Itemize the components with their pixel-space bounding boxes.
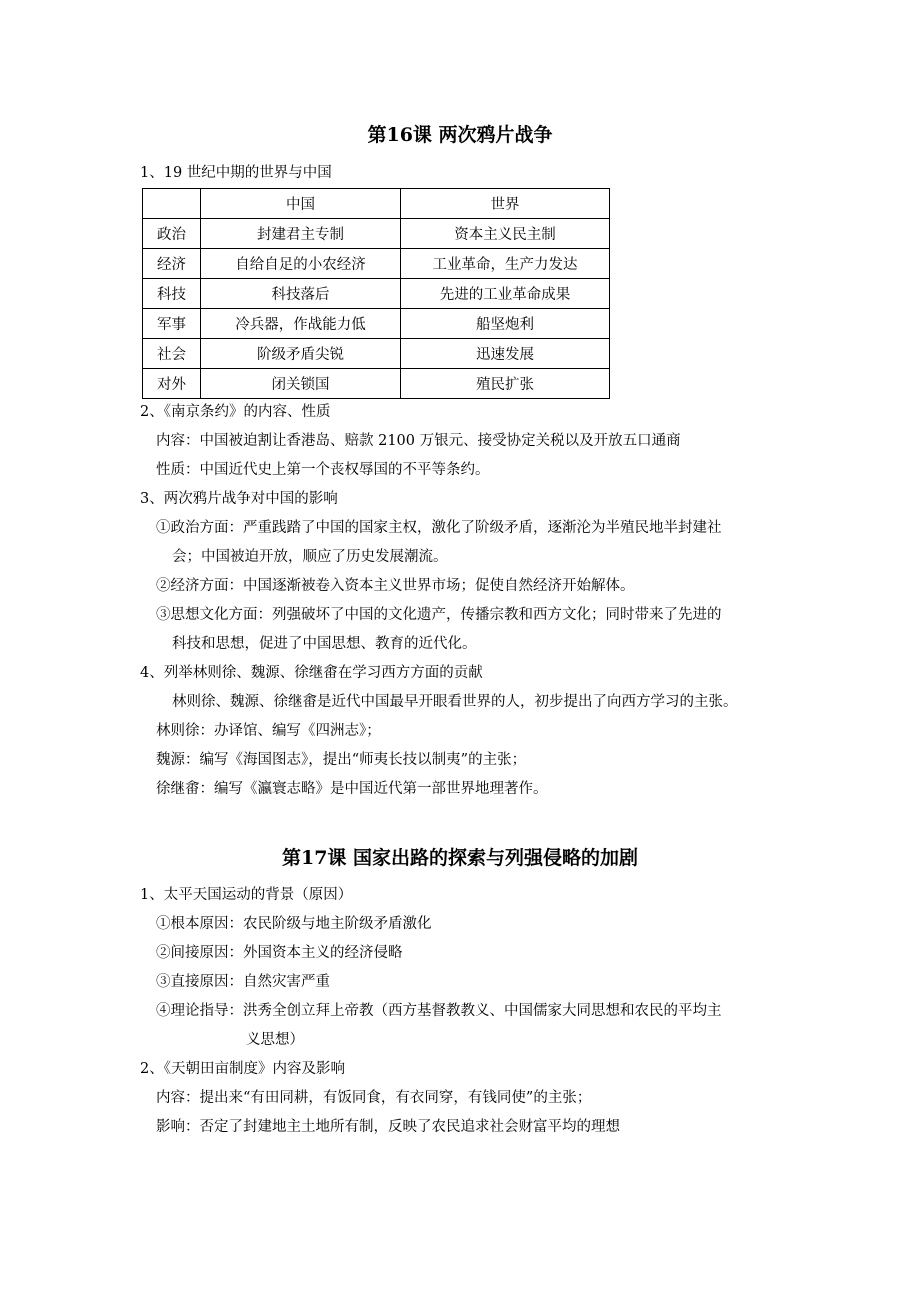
- cause-indirect: ②间接原因：外国资本主义的经济侵略: [156, 945, 403, 961]
- table-cell: 社会: [143, 339, 201, 369]
- xu-jiyu-text: 徐继畬：编写《瀛寰志略》是中国近代第一部世界地理著作。: [156, 781, 548, 797]
- table-cell: 工业革命，生产力发达: [401, 249, 610, 279]
- table-cell: 殖民扩张: [401, 369, 610, 399]
- table-cell: 迅速发展: [401, 339, 610, 369]
- table-cell: 军事: [143, 309, 201, 339]
- lesson16-q3-heading: 3、两次鸦片战争对中国的影响: [140, 491, 338, 507]
- table-header-row: [143, 189, 610, 219]
- table-cell: 先进的工业革命成果: [401, 279, 610, 309]
- lesson16-q4-heading: 4、列举林则徐、魏源、徐继畬在学习西方方面的贡献: [140, 665, 483, 681]
- impact-cultural-line2: 科技和思想，促进了中国思想、教育的近代化。: [172, 636, 477, 652]
- impact-economic: ②经济方面：中国逐渐被卷入资本主义世界市场；促使自然经济开始解体。: [156, 578, 635, 594]
- lesson17-q2-heading: 2、《天朝田亩制度》内容及影响: [140, 1061, 345, 1077]
- impact-cultural-line1: ③思想文化方面：列强破坏了中国的文化遗产，传播宗教和西方文化；同时带来了先进的: [156, 607, 722, 623]
- wei-yuan-text: 魏源：编写《海国图志》，提出“师夷长技以制夷”的主张；: [156, 752, 527, 768]
- lesson17-title: 第17课 国家出路的探索与列强侵略的加剧: [281, 847, 639, 869]
- lesson16-q1-heading: 1、19 世纪中期的世界与中国: [140, 165, 332, 181]
- table-row: [143, 249, 610, 279]
- table-header-cell: 世界: [401, 189, 610, 219]
- table-cell: 资本主义民主制: [401, 219, 610, 249]
- land-system-content: 内容：提出来“有田同耕，有饭同食，有衣同穿，有钱同使”的主张；: [156, 1090, 592, 1106]
- table-cell: 对外: [143, 369, 201, 399]
- table-row: [143, 279, 610, 309]
- table-cell: 阶级矛盾尖锐: [201, 339, 401, 369]
- lesson16-title: 第16课 两次鸦片战争: [367, 124, 553, 146]
- cause-direct: ③直接原因：自然灾害严重: [156, 974, 330, 990]
- table-cell: 闭关锁国: [201, 369, 401, 399]
- lesson17-q1-heading: 1、太平天国运动的背景（原因）: [140, 887, 353, 903]
- table-cell: 船坚炮利: [401, 309, 610, 339]
- impact-political-line2: 会；中国被迫开放，顺应了历史发展潮流。: [172, 549, 448, 565]
- table-row: [143, 339, 610, 369]
- land-system-effect: 影响：否定了封建地主土地所有制，反映了农民追求社会财富平均的理想: [156, 1119, 620, 1135]
- lin-zexu-text: 林则徐：办译馆、编写《四洲志》；: [156, 723, 381, 739]
- treaty-content-text: 内容：中国被迫割让香港岛、赔款 2100 万银元、接受协定关税以及开放五口通商: [156, 433, 681, 449]
- table-row: [143, 309, 610, 339]
- lesson16-q2-heading: 2、《南京条约》的内容、性质: [140, 404, 331, 420]
- table-header-cell: 中国: [201, 189, 401, 219]
- impact-political-line1: ①政治方面：严重践踏了中国的国家主权，激化了阶级矛盾，逐渐沦为半殖民地半封建社: [156, 520, 722, 536]
- cause-theory-line2: 义思想）: [246, 1032, 304, 1048]
- table-cell: 冷兵器，作战能力低: [201, 309, 401, 339]
- treaty-nature-text: 性质：中国近代史上第一个丧权辱国的不平等条约。: [156, 462, 490, 478]
- table-row: [143, 219, 610, 249]
- table-cell: 政治: [143, 219, 201, 249]
- table-cell: 经济: [143, 249, 201, 279]
- table-cell: 自给自足的小农经济: [201, 249, 401, 279]
- table-header-cell: [143, 189, 201, 219]
- table-cell: 科技: [143, 279, 201, 309]
- cause-fundamental: ①根本原因：农民阶级与地主阶级矛盾激化: [156, 916, 432, 932]
- comparison-table: [142, 188, 610, 399]
- pioneers-intro: 林则徐、魏源、徐继畬是近代中国最早开眼看世界的人，初步提出了向西方学习的主张。: [172, 694, 738, 710]
- table-row: [143, 369, 610, 399]
- table-cell: 封建君主专制: [201, 219, 401, 249]
- cause-theory-line1: ④理论指导：洪秀全创立拜上帝教（西方基督教教义、中国儒家大同思想和农民的平均主: [156, 1003, 722, 1019]
- table-cell: 科技落后: [201, 279, 401, 309]
